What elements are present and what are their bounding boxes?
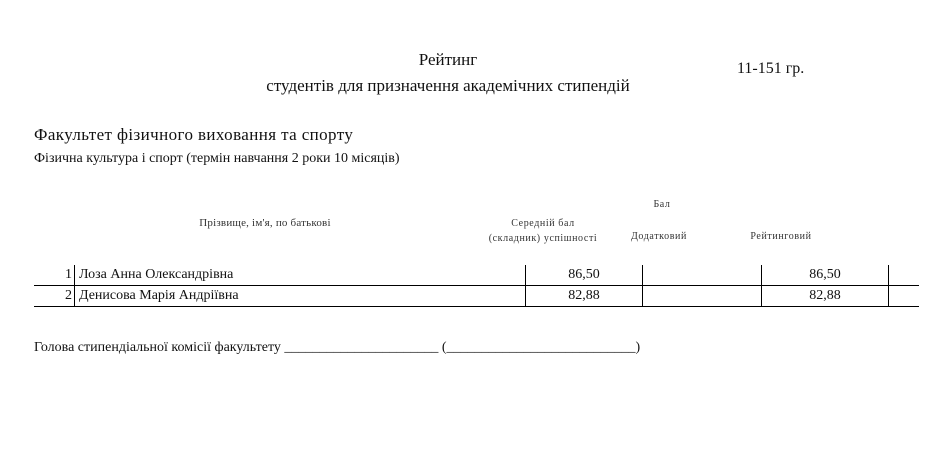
table-row: [34, 265, 919, 286]
additional-score: [643, 286, 762, 307]
column-header-name: Прізвище, ім'я, по батькові: [199, 217, 331, 229]
rating-score: 82,88: [762, 286, 889, 307]
student-name: Денисова Марія Андріївна: [75, 286, 526, 307]
signature-line: Голова стипендіальної комісії факультету ______________________ (___________________________): [34, 340, 641, 355]
rating-table: [34, 265, 919, 307]
row-end-cell: [889, 265, 920, 286]
document-subtitle: студентів для призначення академічних стипендій: [266, 76, 630, 95]
program-name: Фізична культура і спорт (термін навчання 2 роки 10 місяців): [34, 151, 400, 166]
row-end-cell: [889, 286, 920, 307]
column-header-average: Середній бал (складник) успішності: [488, 218, 598, 244]
student-name: Лоза Анна Олександрівна: [75, 265, 526, 286]
row-number: 1: [34, 265, 75, 286]
row-number: 2: [34, 286, 75, 307]
additional-score: [643, 265, 762, 286]
group-label: 11-151 гр.: [737, 60, 805, 77]
faculty-name: Факультет фізичного виховання та спорту: [34, 125, 354, 144]
column-header-additional: Додатковий: [631, 231, 687, 242]
average-score: 82,88: [526, 286, 643, 307]
table-row: [34, 286, 919, 307]
rating-score: 86,50: [762, 265, 889, 286]
document-title: Рейтинг: [418, 50, 478, 69]
column-header-score-group: Бал: [653, 199, 671, 210]
column-header-rating: Рейтинговий: [750, 231, 812, 242]
average-score: 86,50: [526, 265, 643, 286]
